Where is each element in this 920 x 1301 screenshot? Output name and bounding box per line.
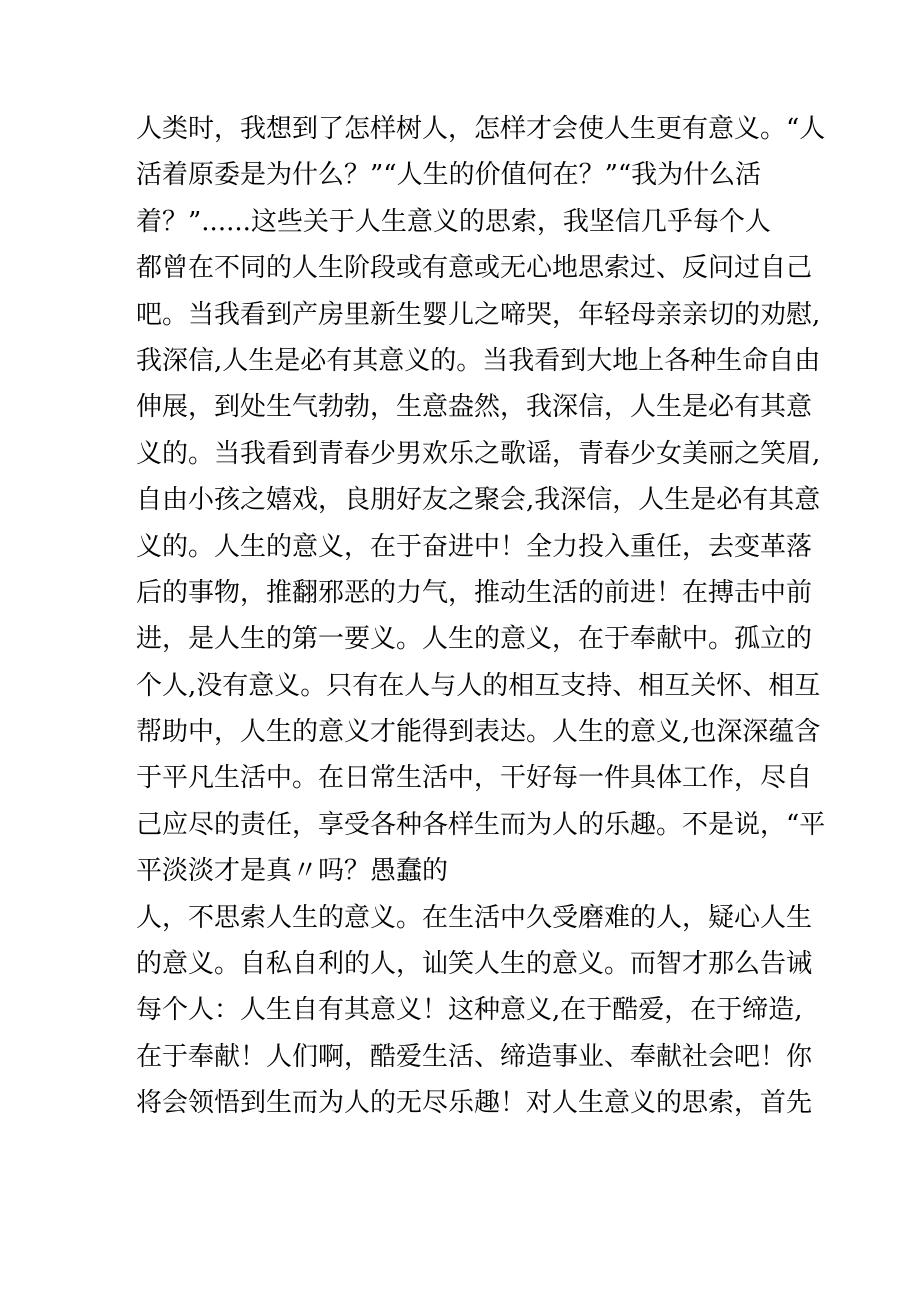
text-line: 在于奉献！人们啊，酷爱生活、缔造事业、奉献社会吧！你 [136,1041,813,1072]
text-line: 进，是人生的第一要义。人生的意义，在于奉献中。孤立的 [136,624,813,655]
text-line: 人，不思索人生的意义。在生活中久受磨难的人，疑心人生 [136,902,813,933]
text-line: 吧。当我看到产房里新生婴儿之啼哭，年轻母亲亲切的劝慰, [136,299,821,330]
text-line: 己应尽的责任，享受各种各样生而为人的乐趣。不是说，“平 [136,809,826,840]
text-line: 都曾在不同的人生阶段或有意或无心地思索过、反问过自己 [136,253,813,284]
body-text [136,106,826,1127]
text-line: 义的。当我看到青春少男欢乐之歌谣，青春少女美丽之笑眉, [136,438,821,469]
text-line: 个人,没有意义。只有在人与人的相互支持、相互关怀、相互 [136,670,821,701]
text-line: 将会领悟到生而为人的无尽乐趣！对人生意义的思索，首先 [136,1088,813,1119]
text-line: 自由小孩之嬉戏，良朋好友之聚会,我深信，人生是必有其意 [136,485,821,516]
text-line: 活着原委是为什么？”“人生的价值何在？”“我为什么活 [136,160,762,191]
text-line: 人类时，我想到了怎样树人，怎样才会使人生更有意义。“人 [136,114,826,144]
text-line: 义的。人生的意义，在于奋进中！全力投入重任，去变革落 [136,531,813,562]
text-line: 着？”......这些关于人生意义的思索，我坚信几乎每个人 [136,206,771,237]
text-line: 帮助中，人生的意义才能得到表达。人生的意义,也深深蕴含 [136,717,821,748]
text-line: 于平凡生活中。在日常生活中，干好每一件具体工作，尽自 [136,763,813,794]
text-line: 我深信,人生是必有其意义的。当我看到大地上各种生命自由 [136,345,821,376]
text-line: 后的事物，推翻邪恶的力气，推动生活的前进！在搏击中前 [136,577,813,608]
text-line: 平淡淡才是真〃吗？愚蠢的 [136,856,449,887]
text-line: 的意义。自私自利的人，讪笑人生的意义。而智才那么告诫 [136,949,813,980]
text-line: 伸展，到处生气勃勃，生意盎然，我深信，人生是必有其意 [136,392,813,423]
text-line: 每个人：人生自有其意义！这种意义,在于酷爱，在于缔造, [136,995,803,1026]
